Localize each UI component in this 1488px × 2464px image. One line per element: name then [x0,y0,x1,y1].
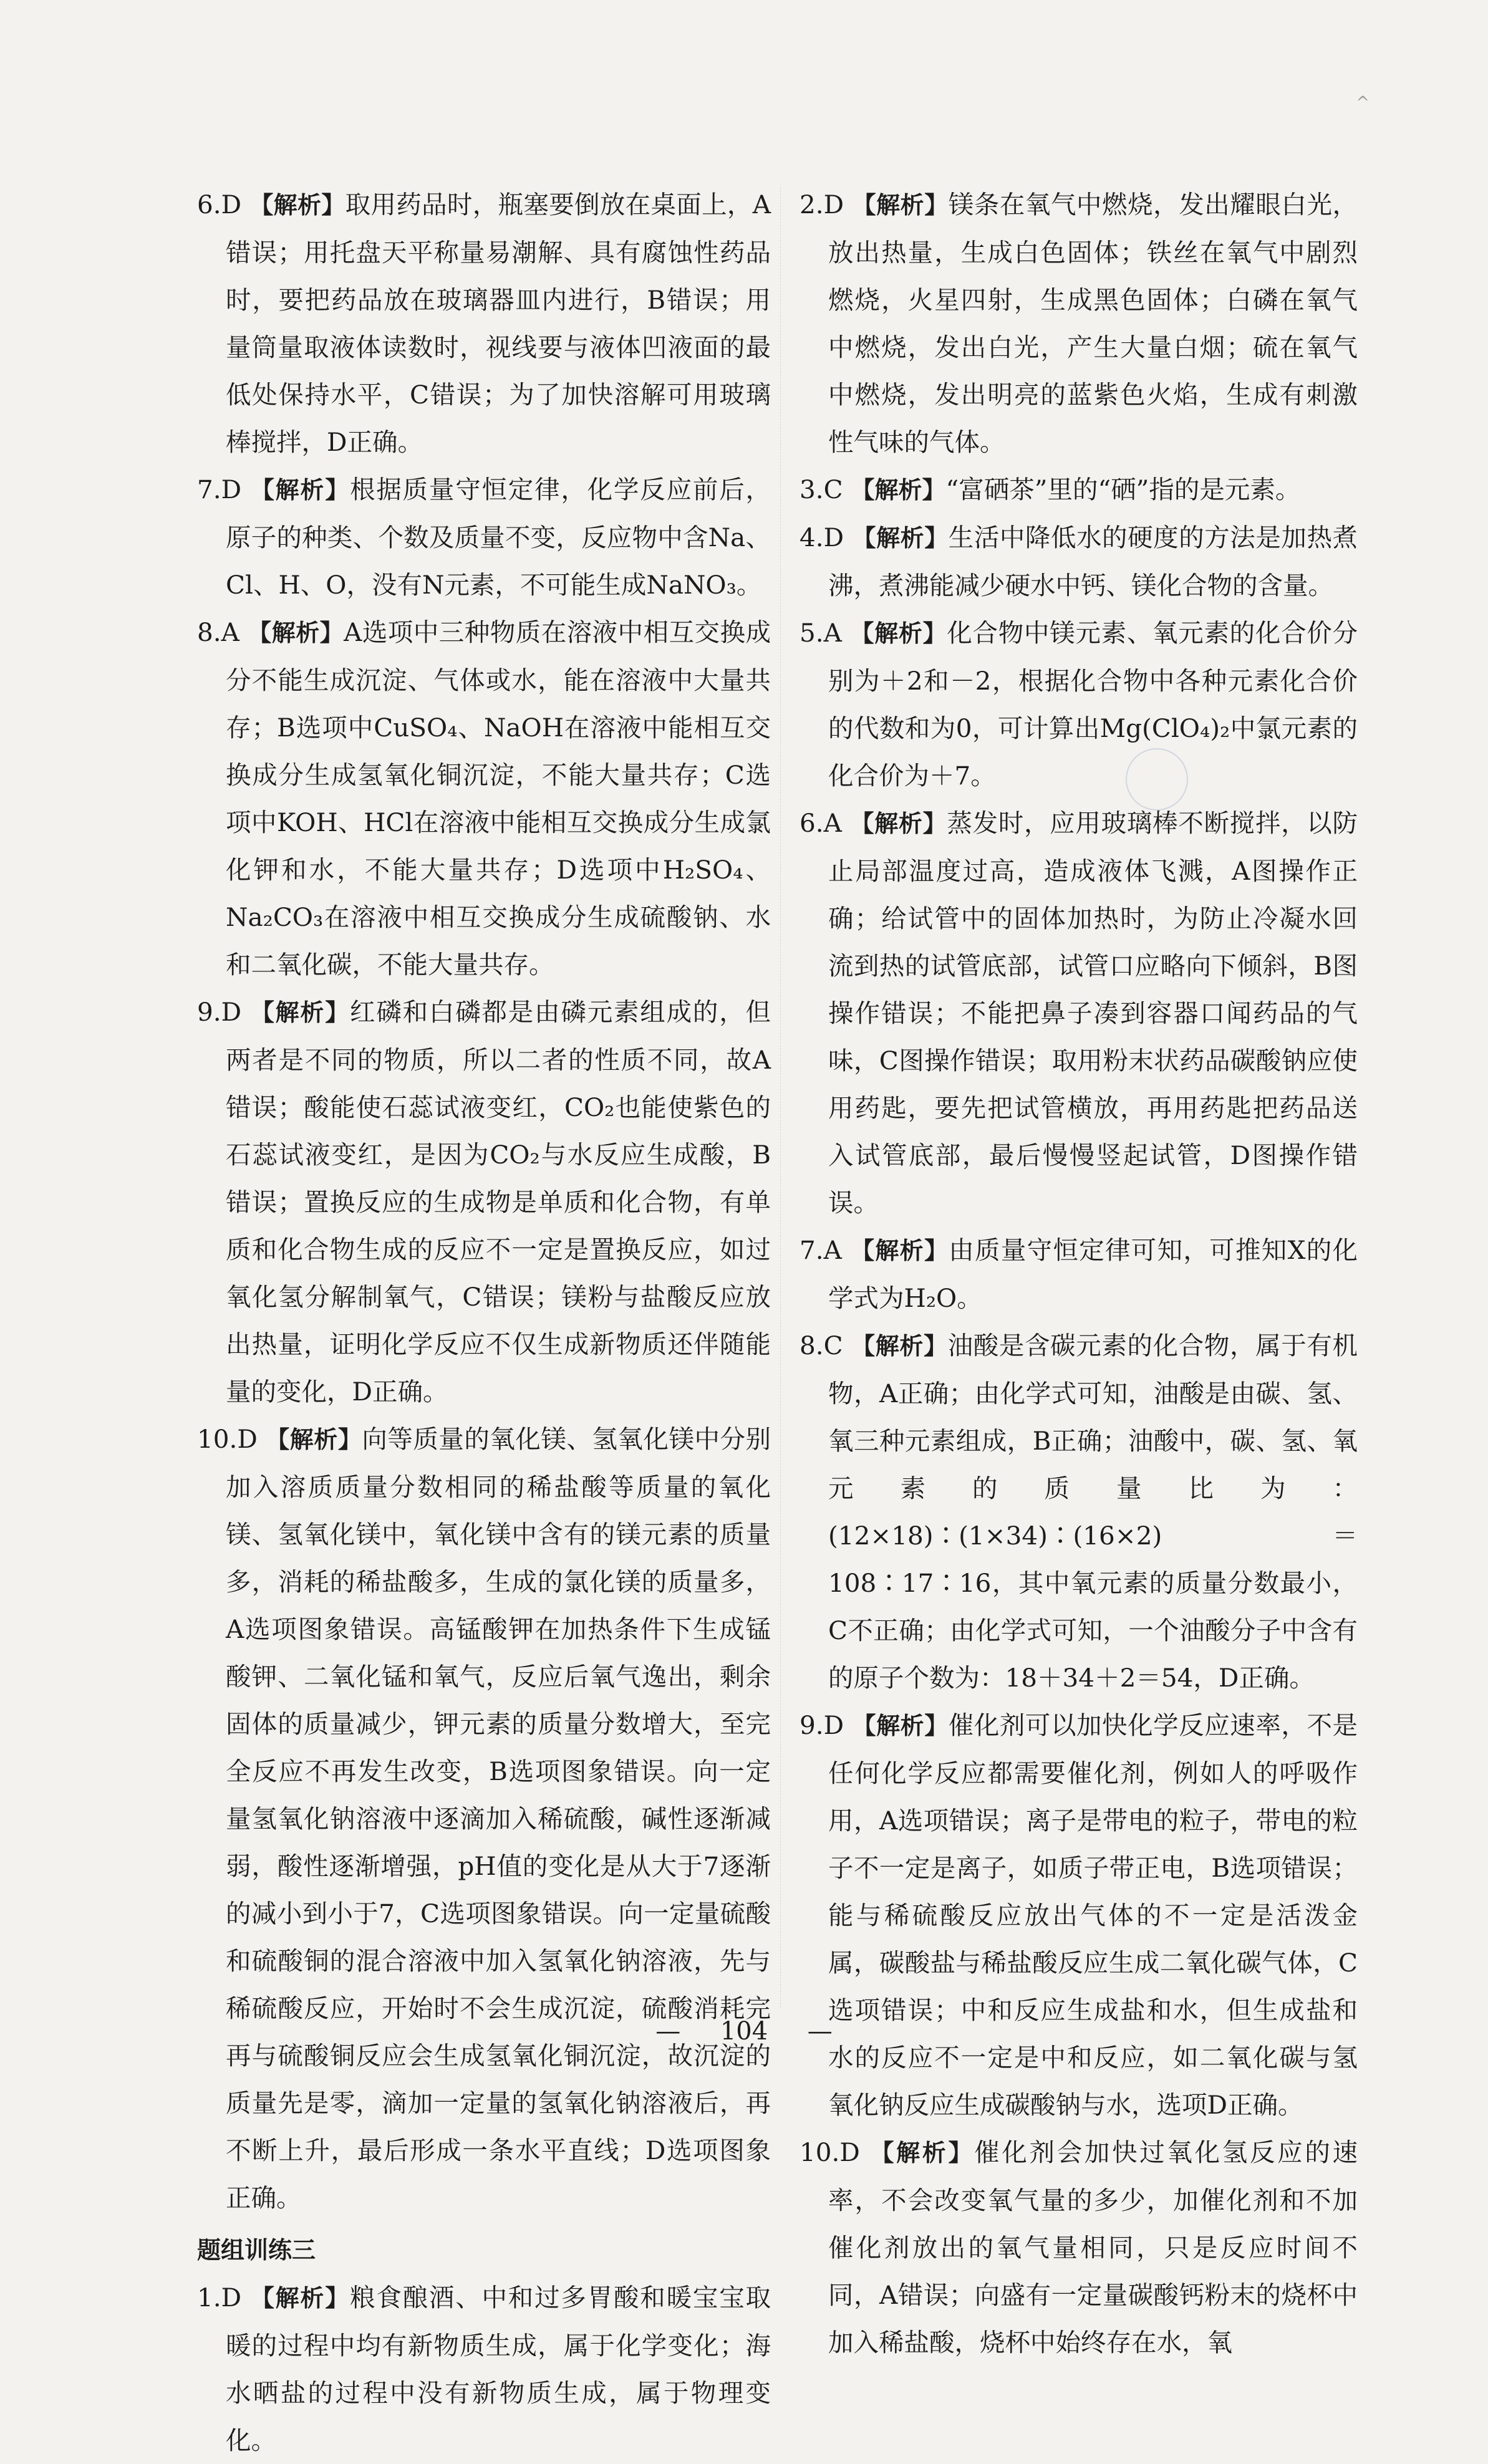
footer-dash-right: — [807,2017,833,2046]
answer-number: 9.D [197,997,242,1027]
answer-entry [197,466,771,609]
answer-number: 6.A [800,808,842,838]
page-number: 104 [720,2017,768,2046]
answer-number: 1.D [197,2283,242,2312]
analysis-text: 油酸是含碳元素的化合物，属于有机物，A正确；由化学式可知，油酸是由碳、氢、氧三种元素组成，B正确；油酸中，碳、氢、氧元素的质量比为：(12×18)∶(1×34)∶(16×2)＝108∶17∶16，其中氧元素的质量分数最小，C不正确；由化学式可知，一个油酸分子中含有的原子个数为：18＋34＋2＝54，D正确。 [828,1331,1358,1693]
analysis-tag: 【解析】 [850,620,947,647]
answer-entry [800,514,1358,609]
analysis-text: 由质量守恒定律可知，可推知X的化学式为H₂O。 [828,1235,1358,1313]
answer-number: 10.D [197,1424,258,1454]
section-entries [197,2274,771,2464]
answer-entry [197,609,771,988]
watermark-stamp [1126,748,1188,811]
analysis-text: 化合物中镁元素、氧元素的化合价分别为＋2和－2，根据化合物中各种元素化合价的代数和为0，可计算出Mg(ClO₄)₂中氯元素的化合价为＋7。 [828,618,1358,791]
analysis-tag: 【解析】 [250,999,350,1026]
analysis-text: 镁条在氧气中燃烧，发出耀眼白光，放出热量，生成白色固体；铁丝在氧气中剧烈燃烧，火星四射，生成黑色固体；白磷在氧气中燃烧，发出白光，产生大量白烟；硫在氧气中燃烧，发出明亮的蓝紫色火焰，生成有刺激性气味的气体。 [828,190,1358,457]
analysis-text: 催化剂会加快过氧化氢反应的速率，不会改变氧气量的多少，加催化剂和不加催化剂放出的氧气量相同，只是反应时间不同，A错误；向盛有一定量碳酸钙粉末的烧杯中加入稀盐酸，烧杯中始终存在水，氧 [828,2137,1358,2357]
analysis-tag: 【解析】 [249,191,345,219]
footer-dash-left: — [655,2017,681,2046]
left-column [197,181,771,2464]
answer-number: 2.D [800,190,844,219]
section-title: 题组训练三 [197,2236,316,2264]
answer-number: 4.D [800,522,844,552]
analysis-text: 催化剂可以加快化学反应速率，不是任何化学反应都需要催化剂，例如人的呼吸作用，A选项错误；离子是带电的粒子，带电的粒子不一定是离子，如质子带正电，B选项错误；能与稀硫酸反应放出气体的不一定是活泼金属，碳酸盐与稀盐酸反应生成二氧化碳气体，C选项错误；中和反应生成盐和水，但生成盐和水的反应不一定是中和反应，如二氧化碳与氢氧化钠反应生成碳酸钠与水，选项D正确。 [828,1710,1358,2120]
answer-number: 6.D [197,190,242,219]
answer-entry [800,1226,1358,1322]
answer-entry [800,2129,1358,2366]
answer-number: 10.D [800,2137,860,2167]
analysis-text: 红磷和白磷都是由磷元素组成的，但两者是不同的物质，所以二者的性质不同，故A错误；酸能使石蕊试液变红，CO₂也能使紫色的石蕊试液变红，是因为CO₂与水反应生成酸，B错误；置换反应的生成物是单质和化合物，有单质和化合物生成的反应不一定是置换反应，如过氧化氢分解制氧气，C错误；镁粉与盐酸反应放出热量，证明化学反应不仅生成新物质还伴随能量的变化，D正确。 [226,997,771,1407]
analysis-text: 生活中降低水的硬度的方法是加热煮沸，煮沸能减少硬水中钙、镁化合物的含量。 [828,522,1358,600]
answer-number: 7.D [197,474,242,504]
answer-entry [800,1322,1358,1701]
analysis-text: 粮食酿酒、中和过多胃酸和暖宝宝取暖的过程中均有新物质生成，属于化学变化；海水晒盐的过程中没有新物质生成，属于物理变化。 [226,2283,771,2455]
analysis-tag: 【解析】 [852,524,949,552]
analysis-tag: 【解析】 [250,476,350,504]
analysis-tag: 【解析】 [852,191,949,219]
analysis-text: 蒸发时，应用玻璃棒不断搅拌，以防止局部温度过高，造成液体飞溅，A图操作正确；给试管中的固体加热时，为防止冷凝水回流到热的试管底部，试管口应略向下倾斜，B图操作错误；不能把鼻子凑到容器口闻药品的气味，C图操作错误；取用粉末状药品碳酸钠应使用药匙，要先把试管横放，再用药匙把药品送入试管底部，最后慢慢竖起试管，D图操作错误。 [828,808,1358,1218]
answer-entry [197,988,771,1415]
answer-entry [800,181,1358,466]
analysis-tag: 【解析】 [852,1712,949,1740]
analysis-tag: 【解析】 [851,476,946,504]
column-divider [780,187,781,2008]
analysis-tag: 【解析】 [250,2284,350,2312]
analysis-text: A选项中三种物质在溶液中相互交换成分不能生成沉淀、气体或水，能在溶液中大量共存；B选项中CuSO₄、NaOH在溶液中能相互交换成分生成氢氧化铜沉淀，不能大量共存；C选项中KOH、HCl在溶液中能相互交换成分生成氯化钾和水，不能大量共存；D选项中H₂SO₄、Na₂CO₃在溶液中相互交换成分生成硫酸钠、水和二氧化碳，不能大量共存。 [226,617,771,979]
analysis-tag: 【解析】 [266,1426,362,1453]
answer-entry [197,181,771,466]
answer-number: 3.C [800,474,843,504]
answer-entry [197,1415,771,2221]
page-footer [0,2017,1488,2046]
left-entries [197,181,771,2221]
answer-entry [800,466,1358,514]
answer-number: 7.A [800,1235,842,1265]
analysis-tag: 【解析】 [851,1332,948,1360]
answer-entry [800,609,1358,799]
analysis-text: 取用药品时，瓶塞要倒放在桌面上，A错误；用托盘天平称量易潮解、具有腐蚀性药品时，要把药品放在玻璃器皿内进行，B错误；用量筒量取液体读数时，视线要与液体凹液面的最低处保持水平，C错误；为了加快溶解可用玻璃棒搅拌，D正确。 [226,190,771,457]
answer-number: 9.D [800,1710,844,1740]
analysis-tag: 【解析】 [248,619,344,647]
analysis-tag: 【解析】 [870,2139,975,2167]
answer-entry [800,1701,1358,2129]
analysis-tag: 【解析】 [851,1237,949,1264]
analysis-text: “富硒茶”里的“硒”指的是元素。 [945,474,1301,504]
answer-number: 8.C [800,1331,843,1360]
answer-entry [197,2274,771,2464]
analysis-text: 根据质量守恒定律，化学反应前后，原子的种类、个数及质量不变，反应物中含Na、Cl、H、O，没有N元素，不可能生成NaNO₃。 [226,474,771,600]
answer-number: 5.A [800,618,842,648]
corner-mark: ^ [1356,94,1370,112]
analysis-tag: 【解析】 [850,810,947,837]
answer-number: 8.A [197,617,239,647]
answer-entry [800,799,1358,1226]
analysis-text: 向等质量的氧化镁、氢氧化镁中分别加入溶质质量分数相同的稀盐酸等质量的氧化镁、氢氧化镁中，氧化镁中含有的镁元素的质量多，消耗的稀盐酸多，生成的氯化镁的质量多，A选项图象错误。高锰酸钾在加热条件下生成锰酸钾、二氧化锰和氧气，反应后氧气逸出，剩余固体的质量减少，钾元素的质量分数增大，至完全反应不再发生改变，B选项图象错误。向一定量氢氧化钠溶液中逐滴加入稀硫酸，碱性逐渐减弱，酸性逐渐增强，pH值的变化是从大于7逐渐的减小到小于7，C选项图象错误。向一定量硫酸和硫酸铜的混合溶液中加入氢氧化钠溶液，先与稀硫酸反应，开始时不会生成沉淀，硫酸消耗完再与硫酸铜反应会生成氢氧化铜沉淀，故沉淀的质量先是零，滴加一定量的氢氧化钠溶液后，再不断上升，最后形成一条水平直线；D选项图象正确。 [226,1424,771,2213]
